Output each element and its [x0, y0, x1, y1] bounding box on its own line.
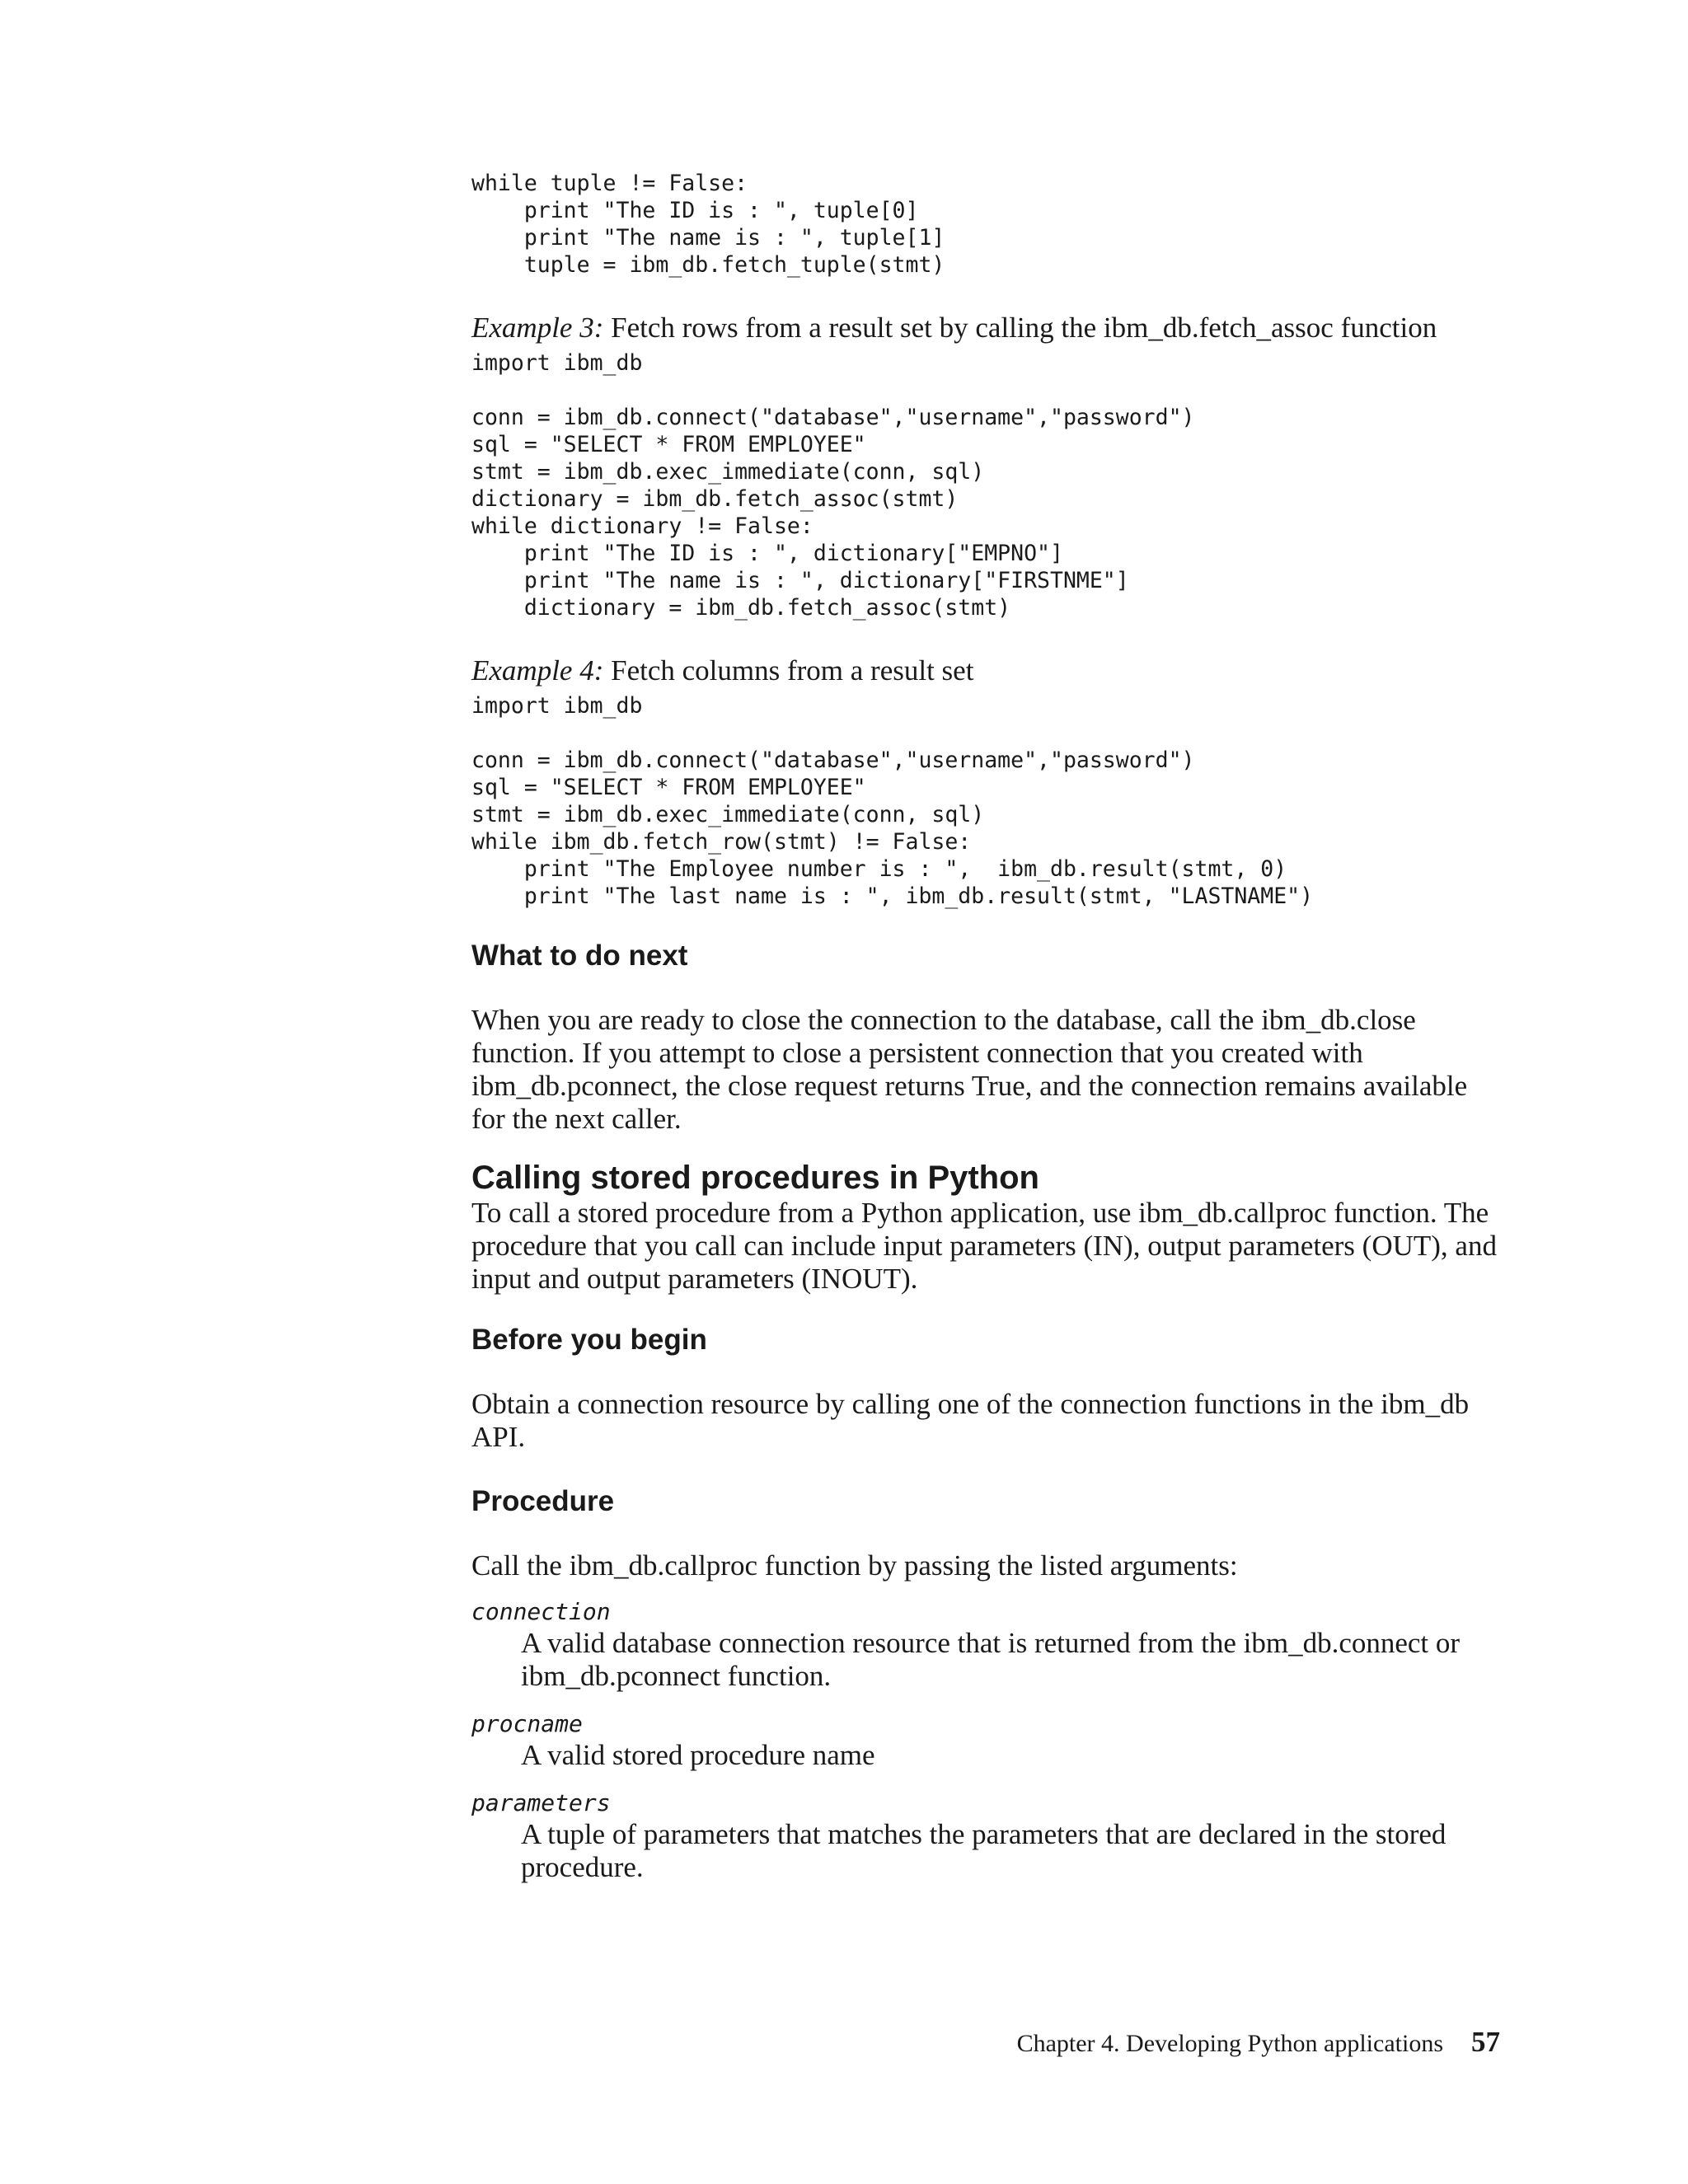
- example-3-caption: [471, 312, 1502, 344]
- code-block-example-3: import ibm_db conn = ibm_db.connect("database","username","password") sql = "SELECT * FROM EMPLOYEE" stmt = ibm_db.exec_immediate(conn, sql) dictionary = ibm_db.fetch_assoc(stmt) while dictionary != False: print "The ID is : ", dictionary["EMPNO"] print "The name is : ", dictionary["FIRSTNME"] dictionary = ibm_db.fetch_assoc(stmt): [471, 350, 1195, 621]
- argument-term: connection: [471, 1598, 611, 1625]
- heading-procedure: Procedure: [471, 1485, 615, 1517]
- argument-description: A tuple of parameters that matches the parameters that are declared in the stored procedure.: [521, 1818, 1447, 1883]
- what-to-do-next-text: When you are ready to close the connection to the database, call the ibm_db.close function. If you attempt to close a persistent connection that you created with ibm_db.pconnect, the close request returns True, and the connection remains available for the next caller.: [471, 1004, 1468, 1135]
- argument-term: parameters: [471, 1789, 611, 1816]
- before-you-begin-text: Obtain a connection resource by calling one of the connection functions in the ibm_db API.: [471, 1388, 1470, 1453]
- procedure-text: Call the ibm_db.callproc function by passing the listed arguments:: [471, 1549, 1238, 1582]
- stored-procedures-text: To call a stored procedure from a Python application, use ibm_db.callproc function. The procedure that you call can include input parameters (IN), output parameters (OUT), and input and output parameters (INOUT).: [471, 1197, 1497, 1295]
- page-footer: [907, 2026, 1500, 2059]
- example-3-label: Example 3:: [471, 312, 604, 344]
- page-number: 57: [1471, 2026, 1500, 2058]
- example-4-label: Example 4:: [471, 654, 604, 687]
- code-block-fetch-tuple: while tuple != False: print "The ID is : ", tuple[0] print "The name is : ", tuple[1] tuple = ibm_db.fetch_tuple(stmt): [471, 171, 945, 278]
- argument-item: [471, 1709, 1502, 1772]
- argument-list: [471, 1597, 1502, 1884]
- heading-before-you-begin: Before you begin: [471, 1324, 707, 1356]
- argument-item: [471, 1788, 1502, 1884]
- argument-item: [471, 1597, 1502, 1693]
- argument-description: A valid database connection resource that is returned from the ibm_db.connect or ibm_db.pconnect function.: [521, 1627, 1461, 1692]
- example-4-text: Fetch columns from a result set: [603, 654, 974, 687]
- heading-calling-stored-procedures: Calling stored procedures in Python: [471, 1160, 1039, 1196]
- example-4-caption: [471, 654, 1502, 687]
- document-page: [471, 170, 1502, 1884]
- footer-chapter-title: Chapter 4. Developing Python applications: [1016, 2030, 1443, 2057]
- code-block-example-4: import ibm_db conn = ibm_db.connect("database","username","password") sql = "SELECT * FROM EMPLOYEE" stmt = ibm_db.exec_immediate(conn, sql) while ibm_db.fetch_row(stmt) != False: print "The Employee number is : ", ibm_db.result(stmt, 0) print "The last name is : ", ibm_db.result(stmt, "LASTNAME"): [471, 693, 1314, 909]
- argument-description: A valid stored procedure name: [521, 1739, 875, 1771]
- argument-term: procname: [471, 1710, 583, 1737]
- heading-what-to-do-next: What to do next: [471, 940, 688, 972]
- example-3-text: Fetch rows from a result set by calling the ibm_db.fetch_assoc function: [603, 312, 1437, 344]
